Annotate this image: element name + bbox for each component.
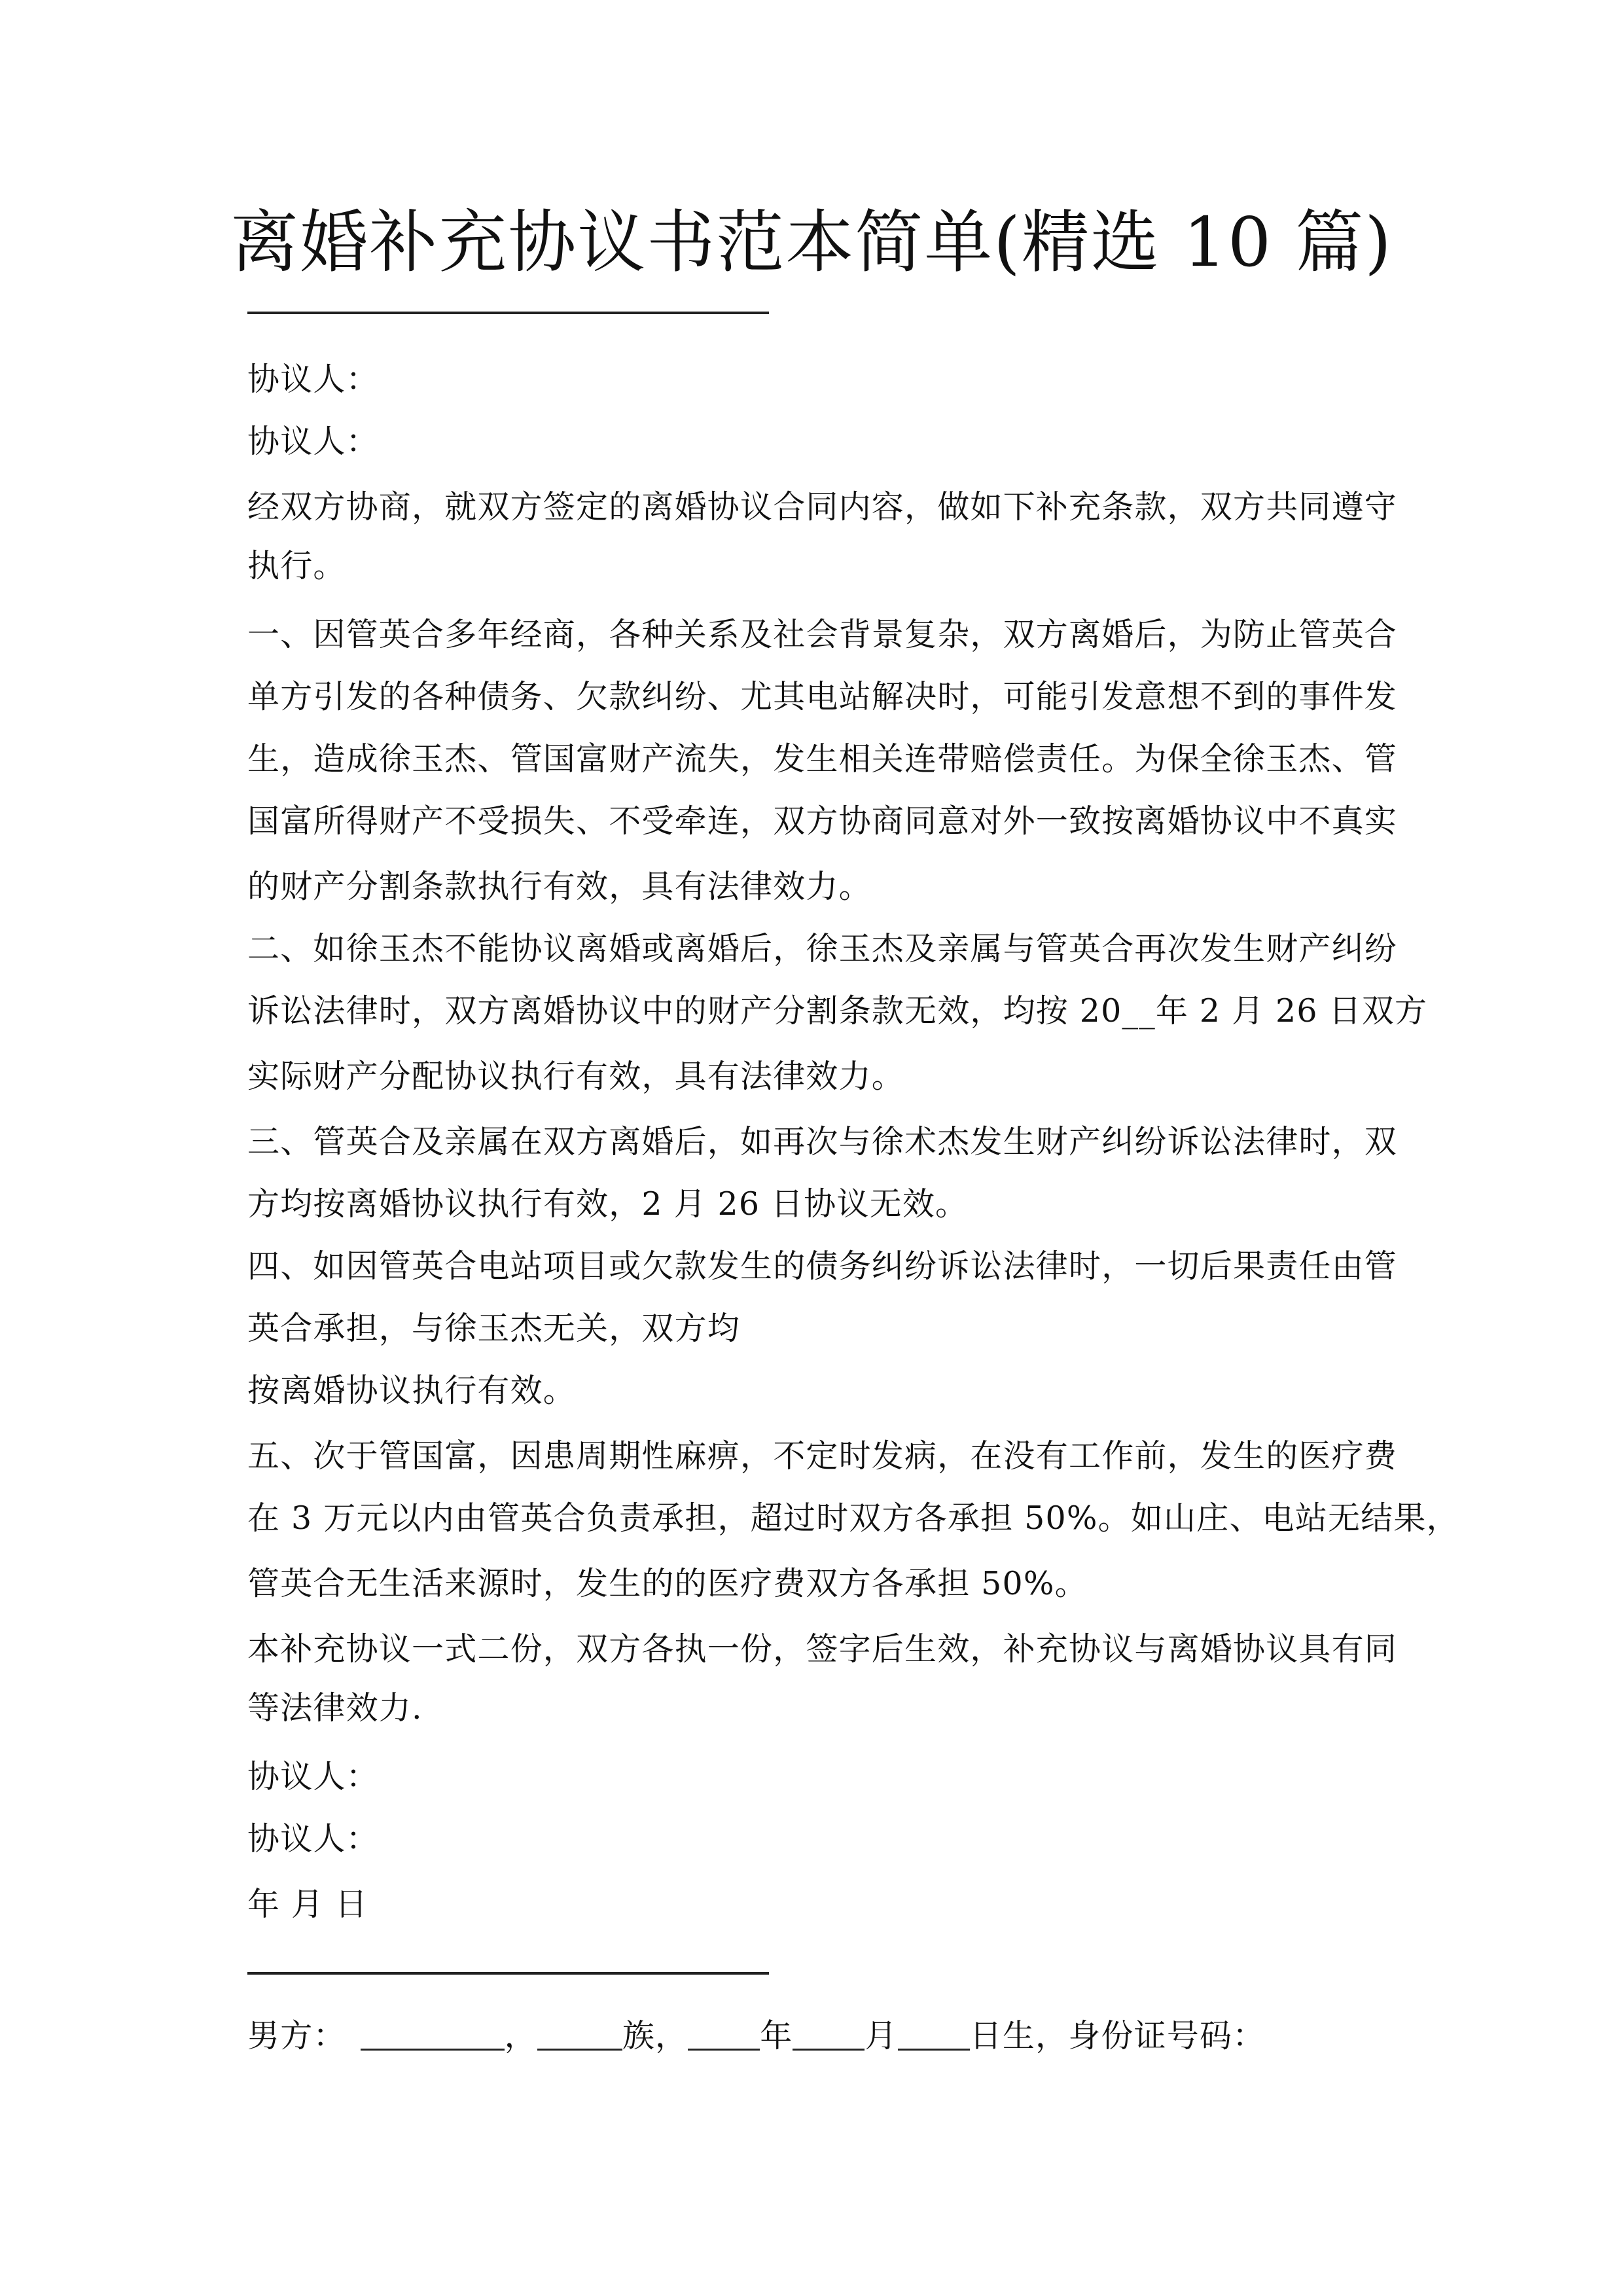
body-line: 生，造成徐玉杰、管国富财产流失，发生相关连带赔偿责任。为保全徐玉杰、管 (247, 740, 1398, 778)
body-line: 经双方协商，就双方签定的离婚协议合同内容，做如下补充条款，双方共同遵守 (247, 488, 1398, 526)
body-line: 三、管英合及亲属在双方离婚后，如再次与徐术杰发生财产纠纷诉讼法律时，双 (247, 1123, 1398, 1160)
divider-top (247, 312, 769, 314)
comma: ， (504, 2017, 537, 2054)
label-male: 男方： (247, 2017, 346, 2054)
document-title: 离婚补充协议书范本简单(精选 10 篇) (230, 202, 1393, 282)
month-label: 月 (865, 2017, 898, 2054)
body-line: 实际财产分配协议执行有效，具有法律效力。 (247, 1058, 905, 1095)
year-label: 年 (760, 2017, 793, 2054)
body-line: 协议人： (247, 423, 379, 460)
year-blank[interactable] (688, 2016, 760, 2051)
body-line: 的财产分割条款执行有效，具有法律效力。 (247, 868, 872, 905)
month-blank[interactable] (793, 2016, 865, 2051)
body-line: 协议人： (247, 1820, 379, 1857)
body-line: 英合承担，与徐玉杰无关，双方均 (247, 1310, 741, 1347)
body-line: 一、因管英合多年经商，各种关系及社会背景复杂，双方离婚后，为防止管英合 (247, 616, 1398, 653)
ethnicity-blank[interactable] (537, 2016, 622, 2051)
form-line-male (247, 2013, 1386, 2059)
body-line: 二、如徐玉杰不能协议离婚或离婚后，徐玉杰及亲属与管英合再次发生财产纠纷 (247, 930, 1398, 967)
day-suffix: 日生，身份证号码： (969, 2017, 1266, 2054)
divider-bottom (247, 1972, 769, 1975)
body-line: 方均按离婚协议执行有效，2 月 26 日协议无效。 (247, 1185, 969, 1223)
body-line: 按离婚协议执行有效。 (247, 1372, 577, 1409)
name-blank[interactable] (361, 2016, 505, 2051)
day-blank[interactable] (898, 2016, 970, 2051)
body-line: 四、如因管英合电站项目或欠款发生的债务纠纷诉讼法律时，一切后果责任由管 (247, 1247, 1398, 1285)
body-line: 年 月 日 (247, 1886, 368, 1923)
body-line: 五、次于管国富，因患周期性麻痹，不定时发病，在没有工作前，发生的医疗费 (247, 1437, 1398, 1475)
body-line: 协议人： (247, 361, 379, 398)
body-line: 单方引发的各种债务、欠款纠纷、尤其电站解决时，可能引发意想不到的事件发 (247, 678, 1398, 715)
body-line: 协议人： (247, 1758, 379, 1795)
body-line: 执行。 (247, 547, 346, 584)
body-line: 等法律效力. (247, 1689, 423, 1727)
body-line: 管英合无生活来源时，发生的的医疗费双方各承担 50%。 (247, 1565, 1088, 1602)
body-line: 国富所得财产不受损失、不受牵连，双方协商同意对外一致按离婚协议中不真实 (247, 802, 1398, 840)
body-line: 本补充协议一式二份，双方各执一份，签字后生效，补充协议与离婚协议具有同 (247, 1630, 1398, 1668)
body-line: 诉讼法律时，双方离婚协议中的财产分割条款无效，均按 20__年 2 月 26 日双方 (247, 992, 1428, 1030)
ethnicity-suffix: 族， (622, 2017, 688, 2054)
body-line: 在 3 万元以内由管英合负责承担，超过时双方各承担 50%。如山庄、电站无结果， (247, 1499, 1459, 1537)
